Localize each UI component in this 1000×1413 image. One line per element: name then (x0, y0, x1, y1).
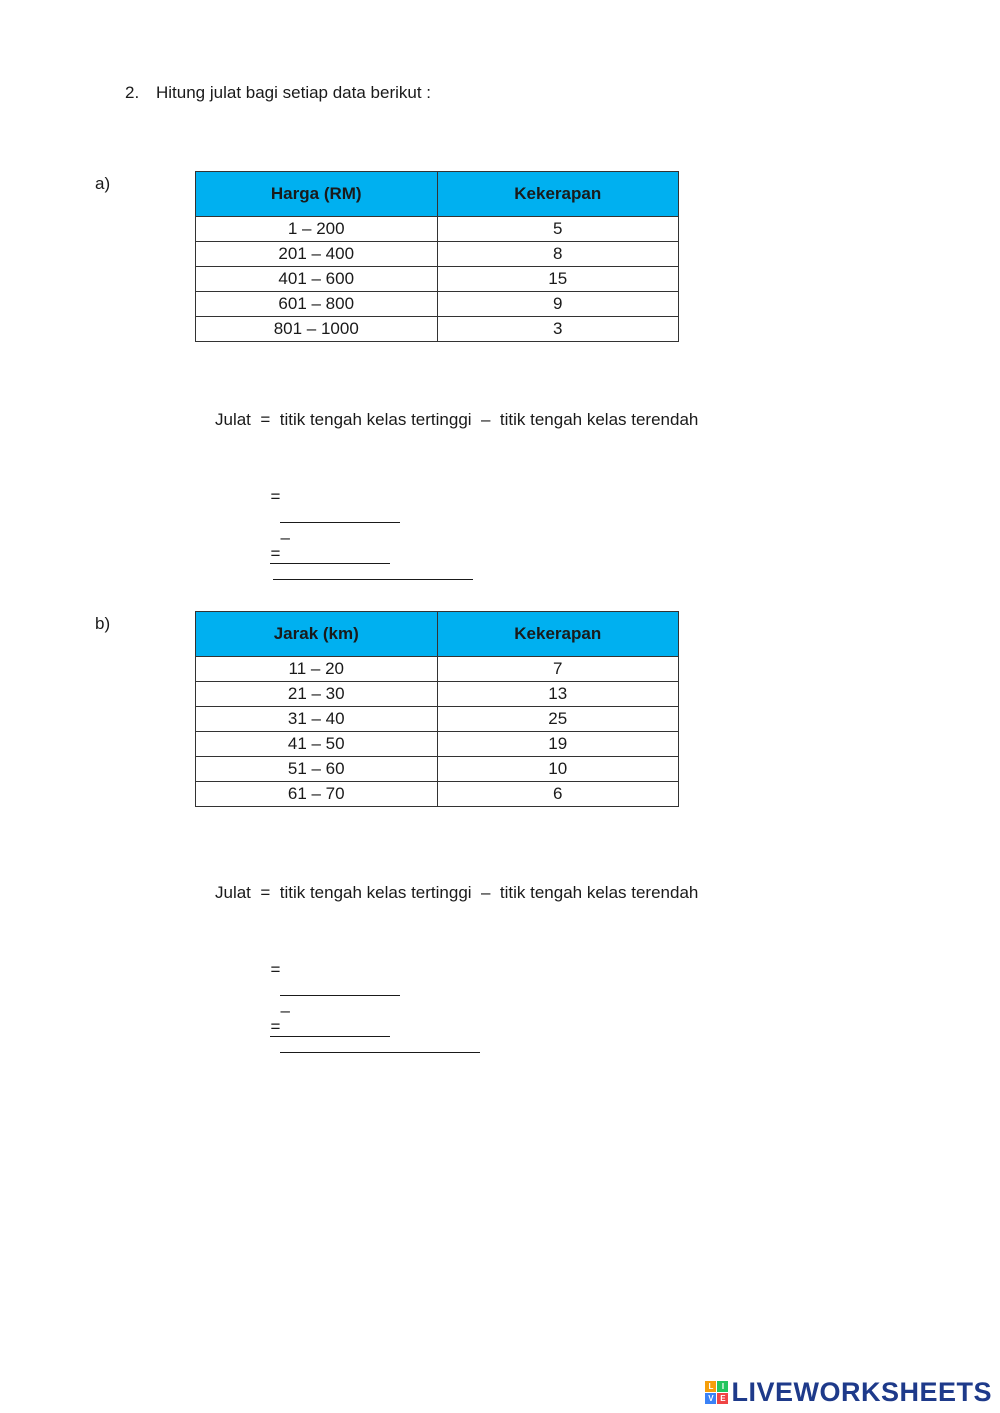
question-number: 2. (125, 83, 140, 102)
table-cell: 13 (437, 682, 679, 707)
logo-cell-icon: E (717, 1393, 728, 1404)
table-cell: 201 – 400 (196, 242, 438, 267)
table-row (196, 292, 679, 317)
table-row (196, 782, 679, 807)
table-row (196, 217, 679, 242)
table-b-header (196, 612, 679, 657)
table-cell: 41 – 50 (196, 732, 438, 757)
answer-line-b2 (261, 997, 480, 1058)
logo-grid-icon (705, 1381, 728, 1404)
logo-text: LIVEWORKSHEETS (731, 1377, 992, 1407)
table-b-header-distance: Jarak (km) (196, 612, 438, 657)
table-a-header-frequency: Kekerapan (437, 172, 679, 217)
table-row (196, 707, 679, 732)
question-text: Hitung julat bagi setiap data berikut : (156, 83, 432, 102)
table-cell: 21 – 30 (196, 682, 438, 707)
table-cell: 25 (437, 707, 679, 732)
equals-sign: = (270, 960, 281, 979)
table-cell: 51 – 60 (196, 757, 438, 782)
part-b-label: b) (95, 614, 111, 633)
table-cell: 5 (437, 217, 679, 242)
logo-cell-icon: V (705, 1393, 716, 1404)
table-row (196, 657, 679, 682)
table-row (196, 732, 679, 757)
table-cell: 601 – 800 (196, 292, 438, 317)
table-cell: 11 – 20 (196, 657, 438, 682)
table-cell: 15 (437, 267, 679, 292)
table-cell: 3 (437, 317, 679, 342)
equals-sign: = (270, 544, 281, 563)
logo-cell-icon: L (705, 1381, 716, 1392)
blank-b-highest[interactable] (280, 980, 400, 996)
answer-line-a2 (261, 524, 473, 585)
table-b-header-frequency: Kekerapan (437, 612, 679, 657)
table-cell: 6 (437, 782, 679, 807)
table-cell: 7 (437, 657, 679, 682)
table-a-header-price: Harga (RM) (196, 172, 438, 217)
table-a (195, 171, 679, 342)
table-cell: 8 (437, 242, 679, 267)
table-cell: 61 – 70 (196, 782, 438, 807)
part-a-label: a) (95, 174, 111, 193)
blank-b-result[interactable] (280, 1037, 480, 1053)
blank-a-highest[interactable] (280, 507, 400, 523)
equals-sign: = (270, 1017, 281, 1036)
table-b (195, 611, 679, 807)
table-row (196, 757, 679, 782)
table-cell: 9 (437, 292, 679, 317)
logo-cell-icon: I (717, 1381, 728, 1392)
formula-b: Julat = titik tengah kelas tertinggi – titik tengah kelas terendah (215, 883, 699, 902)
table-cell: 401 – 600 (196, 267, 438, 292)
equals-sign: = (270, 487, 281, 506)
table-cell: 801 – 1000 (196, 317, 438, 342)
table-row (196, 267, 679, 292)
formula-a: Julat = titik tengah kelas tertinggi – titik tengah kelas terendah (215, 410, 699, 429)
table-row (196, 242, 679, 267)
table-cell: 1 – 200 (196, 217, 438, 242)
liveworksheets-logo (705, 1377, 992, 1408)
table-a-header (196, 172, 679, 217)
minus-sign: – (280, 528, 290, 547)
minus-sign: – (280, 1001, 290, 1020)
table-cell: 31 – 40 (196, 707, 438, 732)
table-cell: 19 (437, 732, 679, 757)
table-row (196, 682, 679, 707)
table-row (196, 317, 679, 342)
blank-a-result[interactable] (273, 564, 473, 580)
table-cell: 10 (437, 757, 679, 782)
